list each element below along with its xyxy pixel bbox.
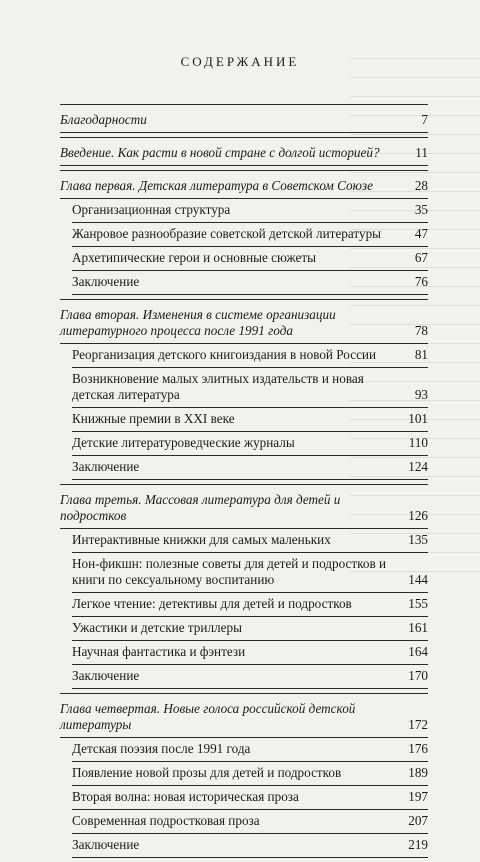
- entry-title: Жанровое разнообразие советской детской литературы: [72, 226, 382, 241]
- entry-page-number: 161: [408, 620, 428, 635]
- entry-title: Реорганизация детского книгоиздания в новой России: [72, 347, 377, 362]
- entry-page-number: 170: [408, 668, 428, 683]
- entry-title: Детские литературоведческие журналы: [72, 435, 295, 450]
- entry-title: Появление новой прозы для детей и подростков: [72, 765, 342, 780]
- entry-page-number: 35: [414, 202, 428, 217]
- entry-title: Заключение: [72, 274, 140, 289]
- entry-page-number: 81: [414, 347, 428, 362]
- toc-section-entry[interactable]: [72, 593, 428, 617]
- entry-page-number: 144: [408, 572, 428, 587]
- toc-chapter-entry[interactable]: [60, 489, 428, 529]
- entry-title: Глава вторая. Изменения в системе организации литературного процесса после 1991 года: [60, 307, 336, 338]
- entry-title: Книжные премии в XXI веке: [72, 411, 235, 426]
- toc-section-entry[interactable]: [72, 738, 428, 762]
- entry-title: Глава четвертая. Новые голоса российской детской литературы: [60, 701, 356, 732]
- entry-page-number: 110: [408, 435, 428, 450]
- entry-page-number: 219: [408, 837, 428, 852]
- entry-page-number: 197: [408, 789, 428, 804]
- toc-section-entry[interactable]: [72, 199, 428, 223]
- entry-page-number: 164: [408, 644, 428, 659]
- toc-section-entry[interactable]: [72, 553, 428, 593]
- entry-title: Организационная структура: [72, 202, 231, 217]
- toc-section-entry[interactable]: [72, 247, 428, 271]
- toc-section-entry[interactable]: [72, 834, 428, 858]
- entry-title: Возникновение малых элитных издательств и новая детская литература: [72, 371, 364, 402]
- entry-title: Благодарности: [60, 112, 147, 127]
- entry-page-number: 93: [414, 387, 428, 402]
- entry-page-number: 176: [408, 741, 428, 756]
- toc-section-entry[interactable]: [72, 641, 428, 665]
- entry-title: Интерактивные книжки для самых маленьких: [72, 532, 331, 547]
- entry-page-number: 135: [408, 532, 428, 547]
- entry-title: Научная фантастика и фэнтези: [72, 644, 246, 659]
- entry-page-number: 172: [408, 717, 428, 732]
- toc-group: [60, 104, 428, 133]
- entry-page-number: 7: [421, 112, 428, 127]
- entry-page-number: 28: [414, 178, 428, 193]
- entry-page-number: 67: [414, 250, 428, 265]
- toc-section-entry[interactable]: [72, 368, 428, 408]
- entry-page-number: 126: [408, 508, 428, 523]
- entry-title: Современная подростковая проза: [72, 813, 260, 828]
- toc-group: [60, 137, 428, 166]
- entry-page-number: 78: [414, 323, 428, 338]
- entry-page-number: 101: [408, 411, 428, 426]
- toc-section-entry[interactable]: [72, 529, 428, 553]
- entry-page-number: 155: [408, 596, 428, 611]
- entry-title: Детская поэзия после 1991 года: [72, 741, 251, 756]
- toc-chapter-entry[interactable]: [60, 304, 428, 344]
- toc-group: [60, 484, 428, 689]
- toc-section-entry[interactable]: [72, 271, 428, 295]
- entry-page-number: 189: [408, 765, 428, 780]
- entry-title: Глава первая. Детская литература в Советском Союзе: [60, 178, 373, 193]
- entry-title: Ужастики и детские триллеры: [72, 620, 242, 635]
- toc-section-entry[interactable]: [72, 665, 428, 689]
- entry-title: Заключение: [72, 668, 140, 683]
- toc-group: [60, 299, 428, 480]
- entry-title: Легкое чтение: детективы для детей и подростков: [72, 596, 352, 611]
- page-title: содержание: [180, 50, 300, 71]
- toc-chapter-entry[interactable]: [60, 175, 428, 199]
- toc-section-entry[interactable]: [72, 762, 428, 786]
- toc-chapter-entry[interactable]: [60, 142, 428, 166]
- toc-section-entry[interactable]: [72, 786, 428, 810]
- entry-page-number: 207: [408, 813, 428, 828]
- entry-title: Глава третья. Массовая литература для детей и подростков: [60, 492, 341, 523]
- toc-section-entry[interactable]: [72, 617, 428, 641]
- entry-title: Нон-фикшн: полезные советы для детей и подростков и книги по сексуальному воспитанию: [72, 556, 387, 587]
- entry-title: Архетипические герои и основные сюжеты: [72, 250, 316, 265]
- entry-page-number: 124: [408, 459, 428, 474]
- toc-section-entry[interactable]: [72, 432, 428, 456]
- entry-title: Заключение: [72, 837, 140, 852]
- toc-section-entry[interactable]: [72, 223, 428, 247]
- toc-section-entry[interactable]: [72, 344, 428, 368]
- entry-page-number: 76: [414, 274, 428, 289]
- table-of-contents: [60, 104, 428, 862]
- entry-title: Введение. Как расти в новой стране с долгой историей?: [60, 145, 380, 160]
- entry-title: Вторая волна: новая историческая проза: [72, 789, 299, 804]
- toc-section-entry[interactable]: [72, 408, 428, 432]
- toc-group: [60, 693, 428, 858]
- toc-section-entry[interactable]: [72, 810, 428, 834]
- entry-title: Заключение: [72, 459, 140, 474]
- toc-section-entry[interactable]: [72, 456, 428, 480]
- toc-group: [60, 170, 428, 295]
- toc-chapter-entry[interactable]: [60, 109, 428, 133]
- toc-chapter-entry[interactable]: [60, 698, 428, 738]
- entry-page-number: 47: [414, 226, 428, 241]
- entry-page-number: 11: [415, 145, 428, 160]
